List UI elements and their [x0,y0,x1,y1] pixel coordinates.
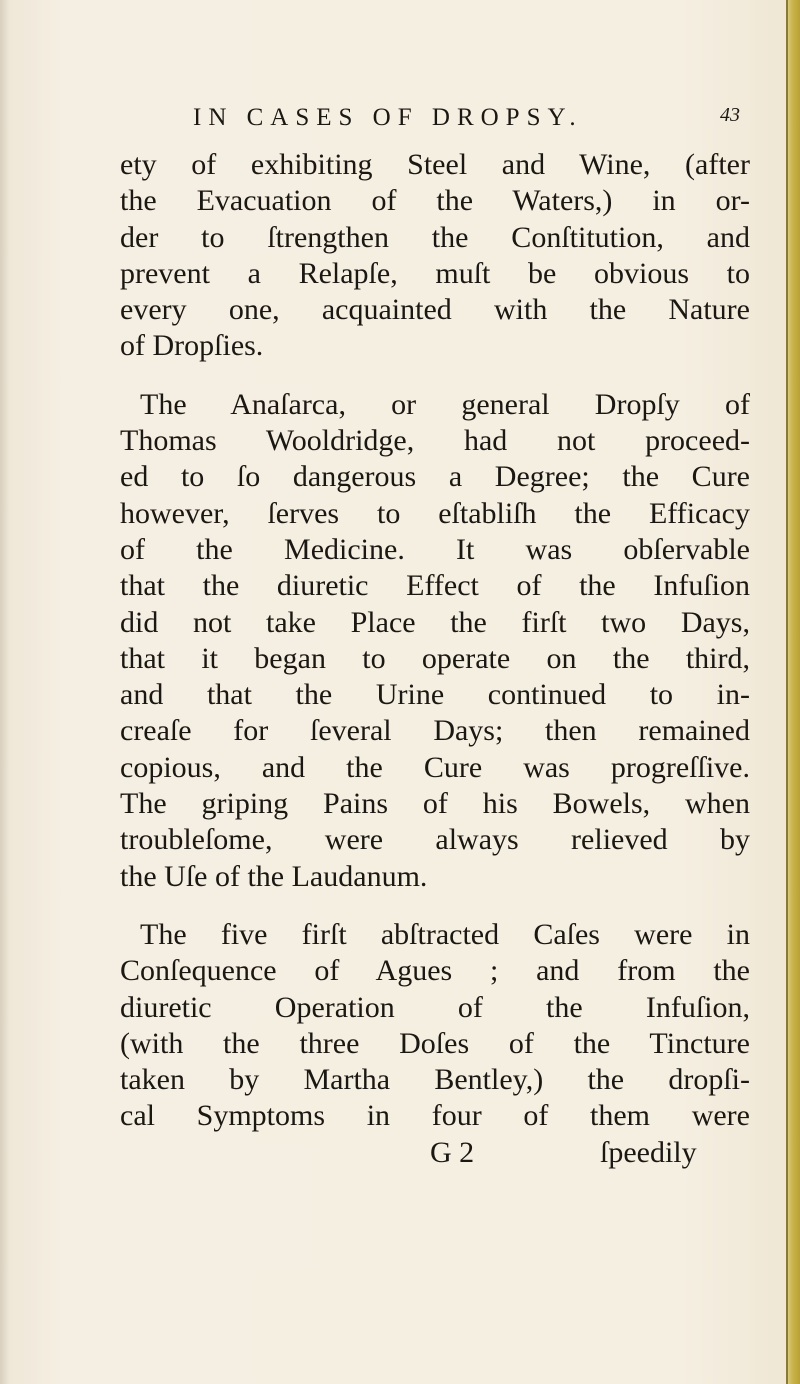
text-line: (with the three Doſes of the Tincture [120,1026,750,1060]
signature-mark: G 2 [430,1135,475,1169]
text-line: the Uſe of the Laudanum. [120,859,428,893]
text-line: did not take Place the firſt two Days, [120,605,750,639]
gilt-page-edge [788,0,800,1384]
text-line: The griping Pains of his Bowels, when [120,787,750,821]
running-head [0,104,800,144]
footer-line [120,1135,750,1171]
text-line: Thomas Wooldridge, had not proceed- [120,424,750,458]
body-text [120,147,750,1171]
text-line: der to ſtrengthen the Conſtitution, and [120,220,750,254]
text-line: The five firſt abſtracted Caſes were in [140,917,750,951]
paragraph-gap [120,365,750,387]
text-line: every one, acquainted with the Nature [120,293,750,327]
text-line: ed to ſo dangerous a Degree; the Cure [120,460,750,494]
paragraph-1 [120,147,750,365]
text-line: and that the Urine continued to in- [120,678,750,712]
text-line: diuretic Operation of the Infuſion, [120,990,750,1024]
text-line: Conſequence of Agues ; and from the [120,954,750,988]
text-line: troubleſome, were always relieved by [120,823,750,857]
paragraph-2 [120,387,750,895]
page-gutter-shadow [0,0,10,1384]
text-line: The Anaſarca, or general Dropſy of [140,387,750,421]
text-line: however, ſerves to eſtabliſh the Efficacy [120,496,750,530]
text-line: of Dropſies. [120,329,264,363]
catchword: ſpeedily [600,1135,697,1169]
text-line: cal Symptoms in four of them were [120,1099,750,1133]
text-line: creaſe for ſeveral Days; then remained [120,714,750,748]
text-line: copious, and the Cure was progreſſive. [120,750,750,784]
text-line: taken by Martha Bentley,) the dropſi- [120,1063,750,1097]
text-line: that the diuretic Effect of the Infuſion [120,569,750,603]
text-line: prevent a Relapſe, muſt be obvious to [120,256,750,290]
text-line: the Evacuation of the Waters,) in or- [120,184,750,218]
text-line: ety of exhibiting Steel and Wine, (after [120,148,750,181]
text-line: that it began to operate on the third, [120,641,750,675]
page-number: 43 [720,104,740,126]
paragraph-3 [120,917,750,1135]
text-line: of the Medicine. It was obſervable [120,532,750,566]
paragraph-gap [120,895,750,917]
running-title: IN CASES OF DROPSY. [193,104,583,131]
